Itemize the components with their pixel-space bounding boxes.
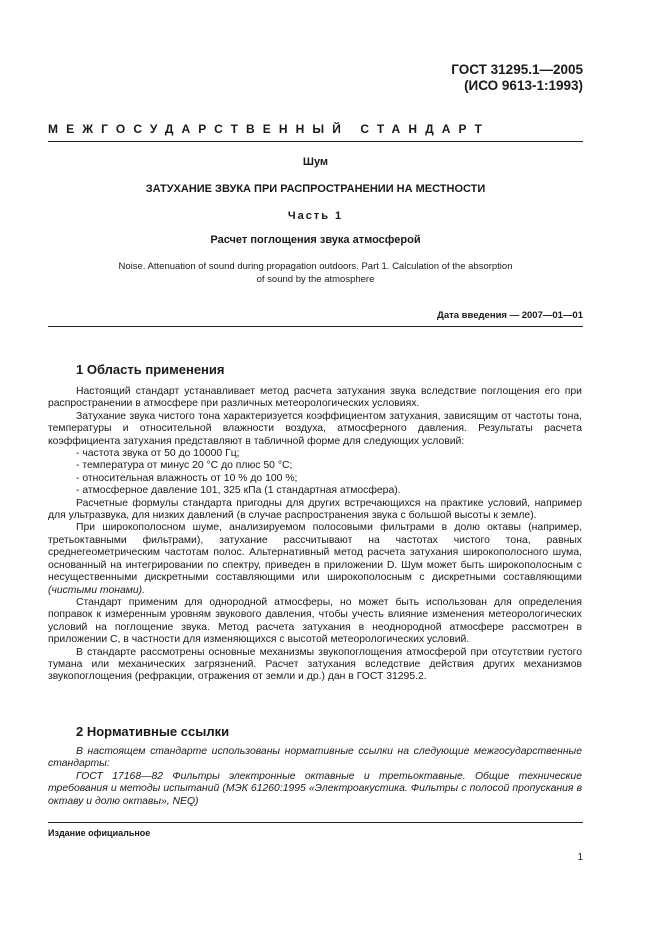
paragraph: Затухание звука чистого тона характеризуется коэффициентом затухания, зависящим от частоты тона, температуры и относительной влажности воздуха, атмосферного давления. Результаты расчета коэффициента затухания представляют в табличной форме для следующих условий: [48,410,582,447]
section-1-body [48,386,582,684]
paragraph [48,522,582,596]
english-title-line-1: Noise. Attenuation of sound during propagation outdoors. Part 1. Calculation of the absorption [118,261,513,272]
gost-code: ГОСТ 31295.1—2005 [451,62,583,77]
part-label: Часть 1 [287,210,344,222]
subtitle: Расчет поглощения звука атмосферой [210,234,421,246]
paragraph: В стандарте рассмотрены основные механизмы звукопоглощения атмосферой при отсутствии густого тумана или механических загрязнений. Расчет затухания вследствие действия других механизмов звукопоглощения (рефракции, отражения от земли и др.) дан в ГОСТ 31295.2. [48,646,582,683]
date-divider [48,326,583,327]
document-code [451,62,583,94]
main-title: ЗАТУХАНИЕ ЗВУКА ПРИ РАСПРОСТРАНЕНИИ НА МЕСТНОСТИ [145,183,486,195]
introduction-date: Дата введения — 2007—01—01 [437,310,583,321]
list-item: - относительная влажность от 10 % до 100 %; [76,472,298,484]
section-1-heading: 1 Область применения [76,362,225,377]
paragraph: Расчетные формулы стандарта пригодны для других встречающихся на практике условий, например для ультразвука, для низких давлений (в случае распространения звука с большой высоты к земле). [48,497,582,522]
section-2-body [48,746,582,808]
banner-divider [48,141,583,142]
edition-label: Издание официальное [48,828,151,838]
italic-text: (чистыми тонами). [48,584,145,596]
topic-title: Шум [302,156,329,168]
list-item: - атмосферное давление 101, 325 кПа (1 стандартная атмосфера). [76,485,401,497]
section-2-heading: 2 Нормативные ссылки [76,724,230,739]
interstate-standard-banner: МЕЖГОСУДАРСТВЕННЫЙ СТАНДАРТ [48,122,490,136]
list-item: - температура от минус 20 °С до плюс 50 °С; [76,460,293,472]
footer-divider [48,822,583,823]
reference-item: ГОСТ 17168—82 Фильтры электронные октавные и третьоктавные. Общие технические требования и методы испытаний (МЭК 61260:1995 «Электроакустика. Фильтры с полосой пропускания в октаву и долю октавы», NEQ) [48,770,582,807]
english-title-line-2: of sound by the atmosphere [256,274,375,285]
paragraph: В настоящем стандарте использованы нормативные ссылки на следующие межгосударственные стандарты: [48,746,582,770]
paragraph-text: При широкополосном шуме, анализируемом полосовыми фильтрами в долю октавы (например, третьоктавными фильтрами), затухание рассчитывают на частотах чистого тона, равных среднегеометрическим частотам полос. Альтернативный метод расчета затухания широкополосного шума, основанный на интегрировании по спектру, приведен в приложении D. Шум может быть широкополосным с несущественными дискретными составляющими или широкополосным с дискретными составляющими [48,522,582,584]
page-number: 1 [577,852,583,863]
paragraph: Стандарт применим для однородной атмосферы, но может быть использован для определения поправок к измеренным уровням звукового давления, чтобы учесть влияние изменения метеорологических условий на поглощение звука. Метод расчета затухания в неоднородной атмосфере рассмотрен в приложении С, в частности для изменяющихся с высотой метеорологических условий. [48,596,582,646]
paragraph: Настоящий стандарт устанавливает метод расчета затухания звука вследствие поглощения его при распространении в атмосфере при различных метеорологических условиях. [48,386,582,410]
english-title [48,260,583,286]
list-item: - частота звука от 50 до 10000 Гц; [76,448,240,460]
iso-code: (ИСО 9613-1:1993) [464,78,583,93]
